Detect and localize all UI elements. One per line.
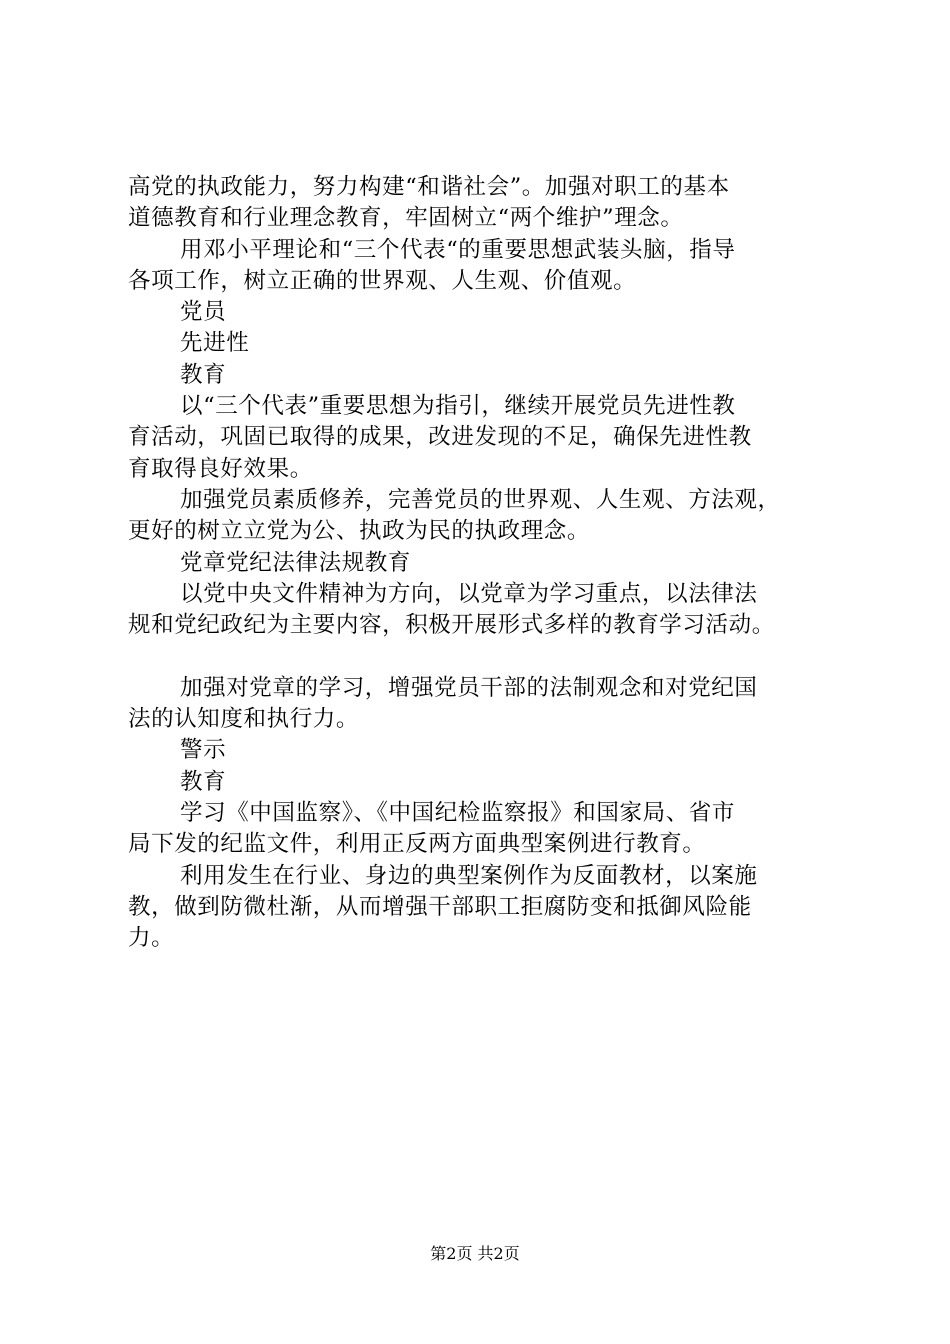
text-line: 学习《中国监察》、《中国纪检监察报》和国家局、省市 (180, 799, 736, 826)
text-line: 各项工作，树立正确的世界观、人生观、价值观。 (128, 267, 637, 294)
text-line: 力。 (128, 925, 175, 952)
text-line: 高党的执政能力，努力构建“和谐社会”。加强对职工的基本 (128, 174, 730, 200)
blank-line (128, 641, 848, 672)
section-heading: 教育 (180, 768, 227, 795)
text-line: 教，做到防微杜渐，从而增强干部职工拒腐防变和抵御风险能 (128, 893, 752, 920)
text-line: 加强党员素质修养，完善党员的世界观、人生观、方法观， (180, 486, 781, 513)
text-line: 规和党纪政纪为主要内容，积极开展形式多样的教育学习活动。 (128, 612, 775, 639)
text-line: 局下发的纪监文件，利用正反两方面典型案例进行教育。 (128, 831, 706, 858)
text-line: 加强对党章的学习，增强党员干部的法制观念和对党纪国 (180, 674, 758, 701)
section-heading: 党员 (180, 299, 227, 326)
text-line: 道德教育和行业理念教育，牢固树立“两个维护”理念。 (128, 205, 684, 232)
section-heading: 教育 (180, 361, 227, 388)
text-line: 法的认知度和执行力。 (128, 706, 360, 733)
document-body (128, 172, 848, 954)
text-line: 育活动，巩固已取得的成果，改进发现的不足，确保先进性教 (128, 424, 752, 451)
page-footer: 第2页 共2页 (430, 1244, 520, 1263)
text-line: 育取得良好效果。 (128, 455, 313, 482)
text-line: 更好的树立立党为公、执政为民的执政理念。 (128, 518, 591, 545)
text-line: 以“三个代表”重要思想为指引，继续开展党员先进性教 (180, 393, 736, 420)
section-heading: 先进性 (180, 330, 250, 357)
section-heading: 警示 (180, 737, 227, 764)
text-line: 利用发生在行业、身边的典型案例作为反面教材，以案施 (180, 862, 758, 889)
text-line: 以党中央文件精神为方向，以党章为学习重点，以法律法 (180, 580, 758, 607)
text-line: 用邓小平理论和“三个代表“的重要思想武装头脑，指导 (180, 236, 736, 263)
section-heading: 党章党纪法律法规教育 (180, 549, 412, 576)
